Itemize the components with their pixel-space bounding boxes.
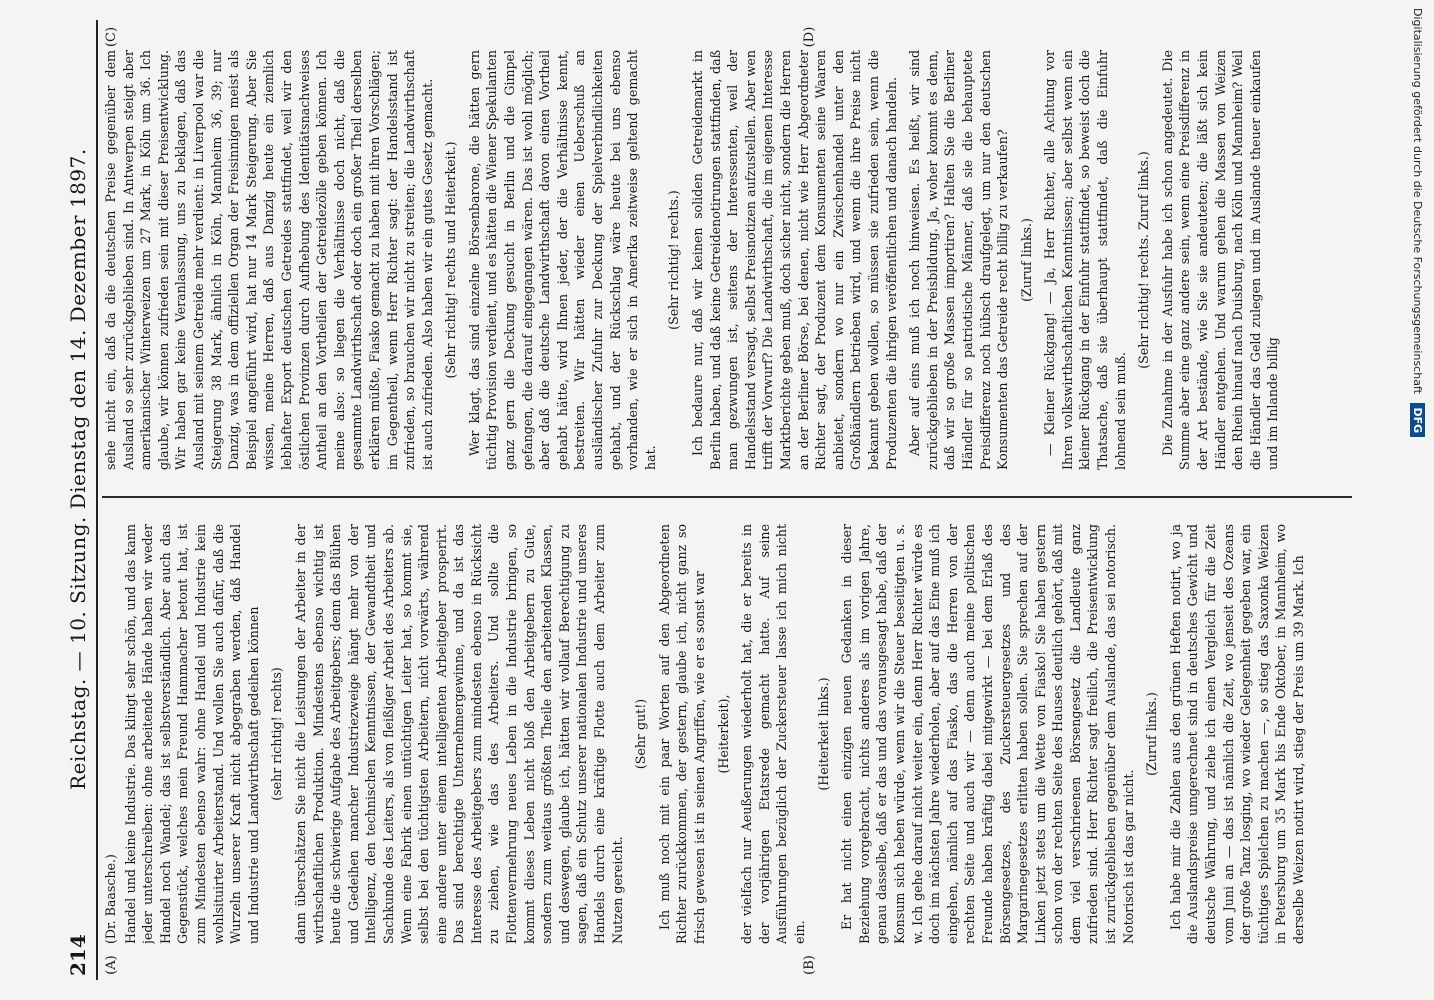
interjection: (Zuruf links.) bbox=[1144, 692, 1160, 776]
left-paragraph-6: Ich habe mir die Zahlen aus den grünen Heften notirt, wo ja die Auslandspreise umgerechnet sind in deutsches Gewicht und deutsche Währung, und ziehe ich einen Vergleich für die Zeit vom Juni an — das ist nämlich die Zeit, wo jenseit des Ozeans der große Tanz losging, wo wieder Gelegenheit gegeben war, ein tüchtiges Spielchen zu machen —, so stieg das Saxonka Weizen in Petersburg um 35 Mark bis Ende Oktober, in Mannheim, wo derselbe Weizen notirt wird, stieg der Preis um 39 Mark. Ich bbox=[1167, 524, 1306, 944]
margin-marker-a: (A) bbox=[104, 955, 119, 975]
running-title: Reichstag. — 10. Sitzung. Dienstag den 14. Dezember 1897. bbox=[66, 148, 90, 790]
page-number: 214 bbox=[66, 934, 90, 976]
left-paragraph-2: dann überschätzen Sie nicht die Leistungen der Arbeiter in der wirthschaftlichen Produktion. Mindestens ebenso wichtig ist heute die schwierige Aufgabe des Arbeitgebers; denn das Blühen und Gedeihen mancher Industriezweige hängt mehr von der Intelligenz, den technischen Kenntnissen, der Gewandtheit und Sachkunde des Leiters, als von fleißiger Arbeit des Arbeiters ab. Wenn eine Fabrik einen untüchtigen Leiter hat, so kommt sie, selbst bei den tüchtigsten Arbeitern, nicht vorwärts, während eine andere unter einem intelligenten Arbeitgeber prosperirt. Das sind berechtigte Unternehmergewinne, und da ist das Interesse des Arbeitgebers zum mindesten ebenso in Rücksicht zu ziehen, wie das des Arbeiters. Und sollte die Flottenvermehrung neues Leben in die Industrie bringen, so kommt dieses Leben nicht bloß den Arbeitgebern zu Gute, sondern zum weitaus größten Theile den arbeitenden Klassen, und deswegen, glaube ich, hätten wir vollauf Berechtigung zu sagen, daß ein Schutz unserer nationalen Industrie und unseres Handels durch eine kräftige Flotte auch dem Arbeiter zum Nutzen gereicht. bbox=[292, 524, 625, 944]
digitization-footer bbox=[1407, 8, 1427, 992]
right-paragraph-3: Ich bedaure nur, daß wir keinen soliden Getreidemarkt in Berlin haben, und daß keine Getreidenotirungen stattfinden, daß man gezwungen ist, seitens der Interessenten, weil der Handelsstand versagt, selbst Preisnotizen aufzustellen. Aber wen trifft der Vorwurf? Die Landwirthschaft, die im eigenen Interesse Marktberichte geben muß, doch sicher nicht, sondern die Herren an der Berliner Börse, bei denen, nicht wie Herr Abgeordneter Richter sagt, der Produzent dem Konsumenten seine Waaren anbietet, sondern wo nur ein Zwischenhandel unter den Großhändlern betrieben wird, und wenn die ihre Preise nicht bekannt geben wollen, so müssen sie zufrieden sein, wenn die Produzenten die ihrigen veröffentlichen und danach handeln. bbox=[690, 50, 899, 470]
interjection: (Sehr richtig! rechts.) bbox=[666, 190, 682, 330]
rotated-page-content bbox=[60, 20, 1360, 980]
left-column bbox=[102, 524, 1352, 944]
speaker-name: (Dr. Baasche.) bbox=[103, 854, 118, 944]
interjection: (Sehr richtig! rechts und Heiterkeit.) bbox=[443, 141, 459, 379]
right-column bbox=[102, 50, 1352, 470]
digitization-note: Digitalisierung gefördert durch die Deutsche Forschungsgemeinschaft bbox=[1411, 8, 1424, 394]
margin-marker-d: (D) bbox=[802, 26, 817, 48]
right-paragraph-6: Die Zunahme in der Ausfuhr habe ich schon angedeutet. Die Summe aber eine ganz andere sein, wenn eine Preisdifferenz in der Art bestände, wie Sie sie andeuteten; die läßt sich kein Händler entgehen. Und warum gehen die Massen von Weizen den Rhein hinauf nach Duisburg, nach Köln und Mannheim? Weil die Händler das Geld zulegen und im Auslande theuer einkaufen und im Inlande billig bbox=[1159, 50, 1281, 470]
margin-marker-c: (C) bbox=[104, 26, 119, 48]
interjection: (Sehr gut!) bbox=[633, 698, 649, 770]
column-separator bbox=[102, 496, 1352, 498]
page-header bbox=[60, 20, 98, 980]
left-paragraph-4: der vielfach nur Aeußerungen wiederholt hat, die er bereits in der vorjährigen Etatsrede gemacht hatte. Auf seine Ausführungen bezüglich der Zuckersteuer lasse ich mich nicht ein. bbox=[739, 524, 807, 944]
left-paragraph-1: Handel und keine Industrie. Das klingt sehr schön, und das kann jeder unterschreiben: ohne arbeitende Hände haben wir weder Handel noch Wandel; das ist selbstverständlich. Aber auch das Gegenstück, welches mein Freund Hammacher betont hat, ist zum Mindesten ebenso wahr: ohne Handel und Industrie kein wohlsituirter Arbeiterstand. Und wollen Sie auch dafür, daß die Wurzeln unserer Kraft nicht abgegraben werden, daß Handel und Industrie und Landwirthschaft gedeihen können bbox=[122, 524, 261, 944]
dfg-logo: DFG bbox=[1410, 403, 1425, 437]
right-paragraph-1: sehe nicht ein, daß da die deutschen Preise gegenüber dem Ausland so sehr zurückgeblieben sind. In Antwerpen steigt aber amerikanischer Winterweizen um 27 Mark, in Köln um 36. Ich glaube, wir können zufrieden sein mit dieser Preisentwicklung. Wir haben gar keine Veranlassung, uns zu beklagen, daß das Ausland mit seinem Getreide mehr verdient: in Liverpool war die Steigerung 38 Mark, ähnlich in Köln, Mannheim 36, 39; nur Danzig, was in dem offiziellen Organ der Freisinnigen meist als Beispiel angeführt wird, hat nur 14 Mark Steigerung. Aber Sie wissen, meine Herren, daß aus Danzig heute ein ziemlich lebhafter Export deutschen Getreides stattfindet, weil wir den östlichen Provinzen durch Aufhebung des Identitätsnachweises Antheil an den Vortheilen der Getreidezölle geben können. Ich meine also: so liegen die Verhältnisse doch nicht, daß die gesammte Landwirthschaft oder doch ein großer Theil derselben erklären müßte, Fiasko gemacht zu haben mit ihren Vorschlägen; im Gegentheil, wenn Herr Richter sagt: der Handelsstand ist zufrieden, so brauchen wir nicht zu streiten; die Landwirthschaft ist auch zufrieden. Also haben wir ein gutes Gesetz gemacht. bbox=[103, 50, 435, 470]
right-paragraph-5: — Kleiner Rückgang! — Ja, Herr Richter, alle Achtung vor Ihren volkswirthschaftlichen Kenntnissen; aber selbst wenn ein kleiner Rückgang in der Einfuhr stattfindet, so beweist doch die Thatsache, daß sie überhaupt stattfindet, daß die Einfuhr lohnend sein muß. bbox=[1042, 50, 1128, 470]
interjection: (Heiterkeit links.) bbox=[815, 677, 831, 791]
margin-marker-b: (B) bbox=[802, 955, 817, 975]
interjection: (Zuruf links.) bbox=[1018, 218, 1034, 302]
left-paragraph-3: Ich muß noch mit ein paar Worten auf den Abgeordneten Richter zurückkommen, der gestern, glaube ich, nicht ganz so frisch gewesen ist in seinen Angriffen, wie er es sonst war bbox=[656, 524, 707, 944]
interjection: (sehr richtig! rechts) bbox=[269, 667, 285, 801]
interjection: (Sehr richtig! rechts. Zuruf links.) bbox=[1136, 151, 1152, 369]
right-paragraph-2: Wer klagt, das sind einzelne Börsenbarone, die hätten gern tüchtig Provision verdient, und es hätten die Wiener Spekulanten ganz gern die Deckung gesucht in Berlin und die Gimpel gefangen, die darauf eingegangen wären. Das ist wohl möglich; aber daß die deutsche Landwirthschaft davon einen Vortheil gehabt hätte, wird Ihnen jeder, der die Verhältnisse kennt, bestreiten. Wir hätten wieder einen Ueberschuß an ausländischer Zufuhr zur Deckung der Spielverbindlichkeiten gehabt, und der Rückschlag wäre heute bei uns ebenso vorhanden, wie er sich in Amerika zeitweise geltend gemacht hat. bbox=[466, 50, 658, 470]
left-paragraph-5: Er hat nicht einen einzigen neuen Gedanken in dieser Beziehung vorgebracht, nichts anderes als im vorigen Jahre, genau dasselbe, daß er das und das vorausgesagt habe, daß der Konsum sich heben würde, wenn wir die Steuer beseitigten u. s. w. Ich gehe darauf nicht weiter ein, denn Herr Richter würde es doch im nächsten Jahre wiederholen, aber auf das Eine muß ich eingehen, nämlich auf das Fiasko, das die Herren von der rechten Seite und auch wir — denn auch meine politischen Freunde haben kräftig dabei mitgewirkt — bei dem Erlaß des Börsengesetzes, des Zuckersteuergesetzes und des Margarinegesetzes erlitten haben sollen. Sie sprechen auf der Linken jetzt stets um die Wette von Fiasko! Sie haben gestern schon von der rechten Seite des Hauses deutlich gehört, daß mit dem viel verschrieenen Börsengesetz die Landleute ganz zufrieden sind. Herr Richter sagt freilich, die Preisentwicklung ist zurückgeblieben gegenüber dem Auslande, das sei notorisch. Notorisch ist das gar nicht. bbox=[839, 524, 1136, 944]
interjection: (Heiterkeit), bbox=[715, 694, 731, 774]
right-paragraph-4: Aber auf eins muß ich noch hinweisen. Es heißt, wir sind zurückgeblieben in der Preisbildung. Ja, woher kommt es denn, daß wir so große Massen importiren? Halten Sie die Berliner Händler für so patriotische Männer, daß sie die behauptete Preisdifferenz noch hübsch draufgelegt, um nur den deutschen Konsumenten das Getreide recht billig zu verkaufen? bbox=[907, 50, 1011, 470]
